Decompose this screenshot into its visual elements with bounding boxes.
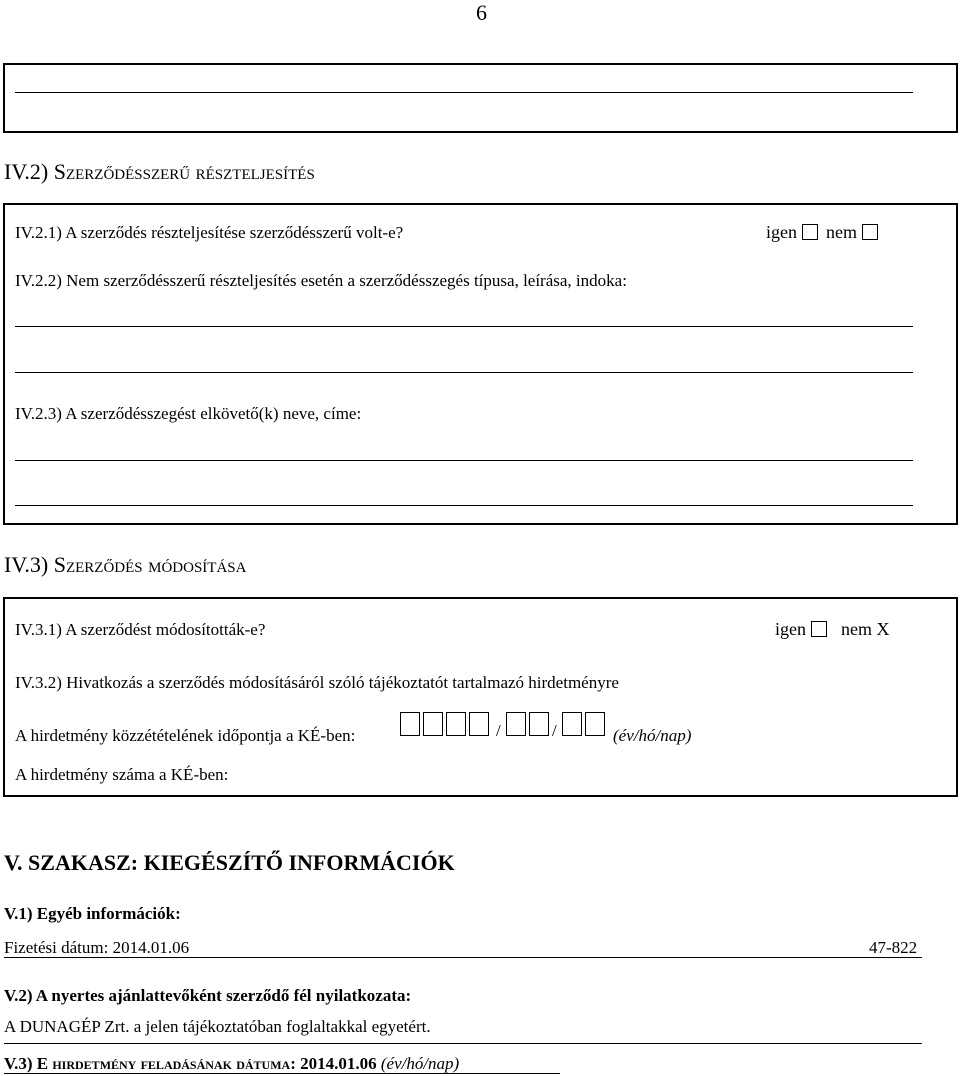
no-checkbox[interactable] bbox=[862, 224, 878, 240]
v3-line bbox=[4, 1055, 459, 1072]
v3-date: 2014.01.06 bbox=[300, 1054, 377, 1073]
no-label: nem X bbox=[841, 619, 890, 639]
iv3-1-label: IV.3.1) A szerződést módosították-e? bbox=[15, 620, 266, 639]
iv2-1-label: IV.2.1) A szerződés részteljesítése szerződésszerű volt-e? bbox=[15, 223, 404, 242]
section-heading-iv2 bbox=[4, 161, 315, 183]
yes-label: igen bbox=[775, 619, 806, 639]
date-box[interactable] bbox=[529, 712, 549, 736]
rule bbox=[4, 957, 922, 958]
page-number: 6 bbox=[476, 0, 487, 25]
v1-label: V.1) Egyéb információk: bbox=[4, 904, 181, 923]
pub-date-label: A hirdetmény közzétételének időpontja a KÉ-ben: bbox=[15, 726, 356, 745]
iv3-2-label: IV.3.2) Hivatkozás a szerződés módosításáról szóló tájékoztatót tartalmazó hirdetményre bbox=[15, 673, 619, 692]
answer-line bbox=[15, 92, 913, 93]
v2-label: V.2) A nyertes ajánlattevőként szerződő fél nyilatkozata: bbox=[4, 986, 412, 1005]
section-heading-iv3 bbox=[4, 554, 246, 576]
heading-text: Szerződés módosítása bbox=[53, 552, 247, 577]
rule bbox=[4, 1043, 922, 1044]
answer-line bbox=[15, 326, 913, 327]
date-box[interactable] bbox=[585, 712, 605, 736]
v2-statement: A DUNAGÉP Zrt. a jelen tájékoztatóban foglaltakkal egyetért. bbox=[4, 1017, 431, 1036]
date-format: (év/hó/nap) bbox=[613, 726, 692, 745]
v3-format: (év/hó/nap) bbox=[380, 1054, 460, 1073]
date-separator: / bbox=[552, 721, 557, 740]
date-box[interactable] bbox=[562, 712, 582, 736]
v3-colon: : bbox=[290, 1054, 296, 1073]
heading-prefix: IV.2) bbox=[4, 159, 49, 184]
iv2-2-label: IV.2.2) Nem szerződésszerű részteljesítés esetén a szerződésszegés típusa, leírása, indoka: bbox=[15, 271, 627, 290]
yes-checkbox[interactable] bbox=[811, 621, 827, 637]
top-box bbox=[3, 63, 958, 133]
heading-prefix: IV.3) bbox=[4, 552, 49, 577]
iv3-1-options bbox=[775, 620, 890, 638]
date-box[interactable] bbox=[446, 712, 466, 736]
answer-line bbox=[15, 460, 913, 461]
number-label: A hirdetmény száma a KÉ-ben: bbox=[15, 765, 229, 784]
iv2-3-label: IV.2.3) A szerződésszegést elkövető(k) neve, címe: bbox=[15, 404, 362, 423]
reference-number: 47-822 bbox=[869, 938, 918, 957]
v3-label: hirdetmény feladásának dátuma bbox=[52, 1054, 291, 1073]
date-box[interactable] bbox=[506, 712, 526, 736]
v3-prefix: V.3) E bbox=[4, 1054, 49, 1073]
answer-line bbox=[15, 372, 913, 373]
date-separator: / bbox=[496, 721, 501, 740]
payment-date: Fizetési dátum: 2014.01.06 bbox=[4, 938, 190, 957]
yes-checkbox[interactable] bbox=[802, 224, 818, 240]
answer-line bbox=[15, 505, 913, 506]
iv2-1-options bbox=[766, 223, 878, 241]
date-box[interactable] bbox=[469, 712, 489, 736]
heading-text: Szerződésszerű részteljesítés bbox=[53, 159, 315, 184]
no-label: nem bbox=[826, 222, 857, 242]
iv2-box bbox=[3, 203, 958, 525]
date-box[interactable] bbox=[423, 712, 443, 736]
yes-label: igen bbox=[766, 222, 797, 242]
date-box[interactable] bbox=[400, 712, 420, 736]
rule bbox=[4, 1073, 560, 1074]
section-v-heading: V. SZAKASZ: KIEGÉSZÍTŐ INFORMÁCIÓK bbox=[4, 850, 455, 875]
